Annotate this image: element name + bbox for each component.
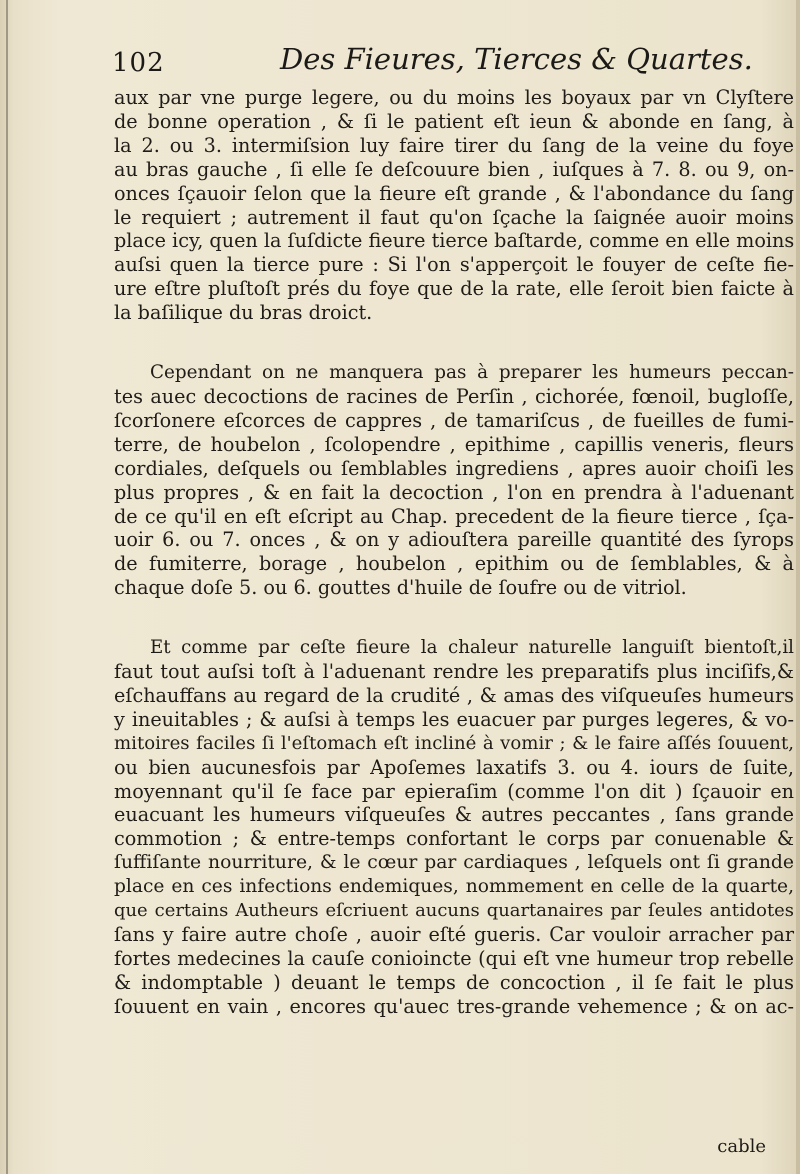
- text-line: le requiert ; autrement il faut qu'on ſçache la ſaignée auoir moins: [114, 205, 794, 229]
- text-line: mitoires faciles ſi l'eſtomach eſt incliné à vomir ; & le faire aſſés ſouuent,: [114, 732, 794, 754]
- text-line: & indomptable ) deuant le temps de concoction , il ſe fait le plus: [114, 970, 794, 994]
- text-line: la 2. ou 3. intermiſsion luy faire tirer du ſang de la veine du foye: [114, 133, 794, 157]
- text-line: uoir 6. ou 7. onces , & on y adiouſtera pareille quantité des ſyrops: [114, 528, 794, 552]
- text-line: place icy, quen la ſuſdicte fieure tierce baſtarde, comme en elle moins: [114, 229, 795, 253]
- text-line: la baſilique du bras droict.: [114, 301, 373, 325]
- text-line: y ineuitables ; & auſsi à temps les euacuer par purges legeres, & vo-: [114, 707, 794, 731]
- text-line: de fumiterre, borage , houbelon , epithim ou de ſemblables, & à: [114, 552, 794, 576]
- text-line: que certains Autheurs eſcriuent aucuns quartanaires par ſeules antidotes: [114, 900, 794, 922]
- text-line: onces ſçauoir ſelon que la fieure eſt grande , & l'abondance du ſang: [114, 181, 794, 205]
- text-line: de bonne operation , & ſi le patient eſt ieun & abonde en ſang, à: [114, 109, 794, 133]
- paragraph-1: [114, 86, 794, 325]
- text-line: au bras gauche , ſi elle ſe deſcouure bien , iuſques à 7. 8. ou 9, on-: [114, 157, 794, 181]
- text-line: terre, de houbelon , ſcolopendre , epithime , capillis veneris, fleurs: [114, 432, 794, 456]
- page-header: [112, 40, 753, 90]
- text-line: place en ces infections endemiques, nommement en celle de la quarte,: [114, 876, 794, 898]
- body-text: [114, 86, 794, 1019]
- text-line: tes auec decoctions de racines de Perſin , cichorée, fœnoil, bugloſſe,: [114, 384, 794, 408]
- text-line: aux par vne purge legere, ou du moins les boyaux par vn Clyſtere: [114, 86, 794, 109]
- paragraph-3: [114, 636, 794, 1019]
- page-right-edge: [796, 0, 800, 1174]
- text-line: ſouuent en vain , encores qu'auec tres-grande vehemence ; & on ac-: [114, 994, 794, 1018]
- text-line: plus propres , & en fait la decoction , l'on en prendra à l'aduenant: [114, 480, 794, 504]
- text-line: ſuffiſante nourriture, & le cœur par cardiaques , leſquels ont ſi grande: [114, 852, 794, 874]
- catchword: cable: [717, 1136, 766, 1157]
- text-line: fortes medecines la cauſe conioincte (qui eſt vne humeur trop rebelle: [114, 946, 794, 970]
- text-line: faut tout auſsi toſt à l'aduenant rendre les preparatifs plus inciſifs,&: [114, 660, 794, 684]
- text-line: Et comme par ceſte fieure la chaleur naturelle languiſt bientoſt,il: [150, 637, 794, 659]
- text-line: moyennant qu'il ſe face par epieraſim (comme l'on dit ) ſçauoir en: [114, 779, 794, 803]
- text-line: ou bien aucunesfois par Apoſemes laxatifs 3. ou 4. iours de ſuite,: [114, 755, 794, 779]
- running-title: Des Fieures, Tierces & Quartes.: [280, 42, 753, 76]
- text-line: euacuant les humeurs viſqueuſes & autres peccantes , ſans grande: [114, 803, 794, 827]
- text-line: chaque doſe 5. ou 6. gouttes d'huile de ſoufre ou de vitriol.: [114, 576, 687, 600]
- page-number: 102: [112, 48, 165, 78]
- paragraph-2: [114, 361, 794, 600]
- page-gutter-edge: [6, 0, 8, 1174]
- text-line: ure eſtre pluſtoſt prés du foye que de la rate, elle ſeroit bien faicte à: [114, 277, 794, 301]
- text-line: commotion ; & entre-temps confortant le corps par conuenable &: [114, 827, 794, 851]
- text-line: de ce qu'il en eſt eſcript au Chap. precedent de la fieure tierce , ſça-: [114, 504, 794, 528]
- text-line: eſchauffans au regard de la crudité , & amas des viſqueuſes humeurs: [114, 683, 794, 707]
- text-line: ſcorſonere eſcorces de cappres , de tamariſcus , de fueilles de fumi-: [114, 408, 794, 432]
- text-line: Cependant on ne manquera pas à preparer les humeurs peccan-: [150, 362, 794, 384]
- text-line: ſans y faire autre choſe , auoir eſté gueris. Car vouloir arracher par: [114, 923, 794, 946]
- text-line: auſsi quen la tierce pure : Si l'on s'apperçoit le fouyer de ceſte fie-: [114, 253, 794, 277]
- text-line: cordiales, deſquels ou ſemblables ingrediens , apres auoir choiſi les: [114, 456, 794, 480]
